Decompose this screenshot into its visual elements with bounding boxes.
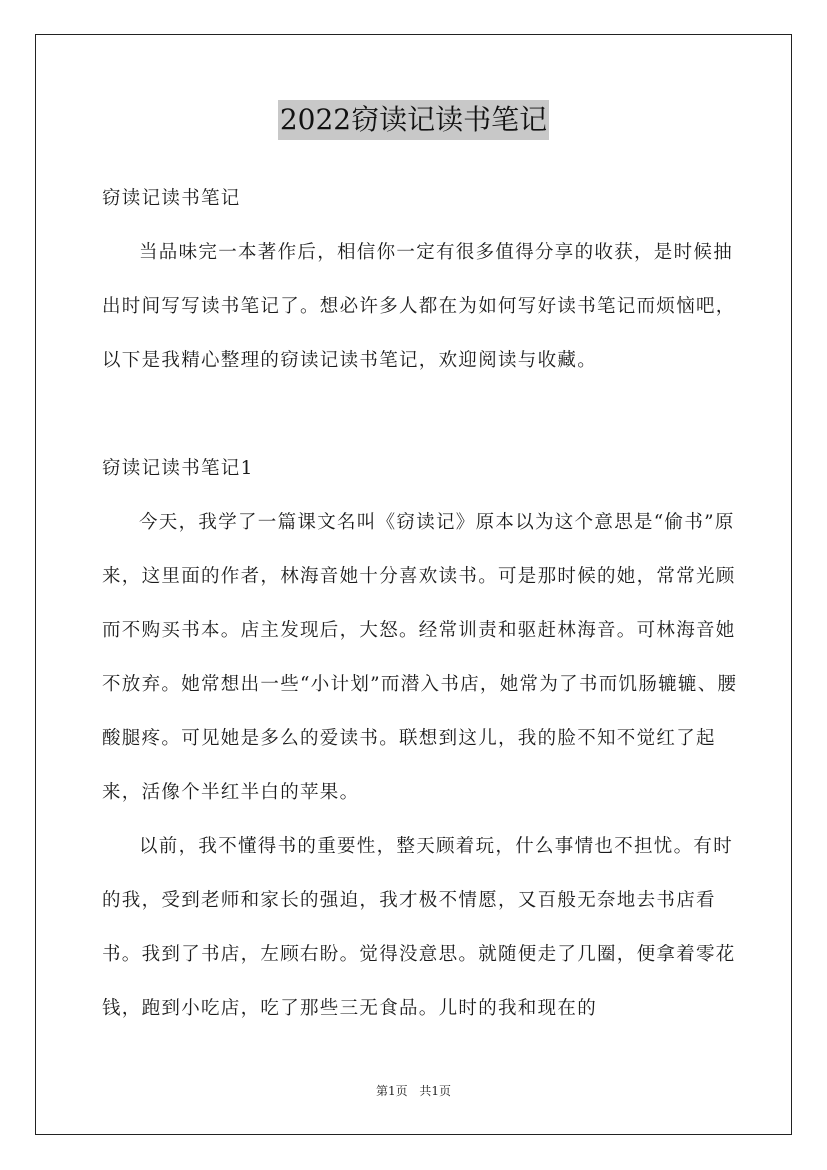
page-number-total: 共1页 [419, 1084, 452, 1098]
page-footer [0, 1082, 827, 1100]
intro-heading: 窃读记读书笔记 [102, 188, 241, 209]
title-container [0, 100, 827, 140]
section-spacer [102, 388, 744, 442]
page-number-current: 第1页 [375, 1084, 408, 1098]
document-body [102, 172, 744, 1036]
section1-paragraph-2: 以前，我不懂得书的重要性，整天顾着玩，什么事情也不担忧。有时的我，受到老师和家长的强迫，我才极不情愿，又百般无奈地去书店看书。我到了书店，左顾右盼。觉得没意思。就随便走了几圈，便拿着零花钱，跑到小吃店，吃了那些三无食品。儿时的我和现在的 [102, 836, 736, 1019]
section1-paragraph-1: 今天，我学了一篇课文名叫《窃读记》原本以为这个意思是“偷书”原来，这里面的作者，林海音她十分喜欢读书。可是那时候的她，常常光顾而不购买书本。店主发现后，大怒。经常训责和驱赶林海音。可林海音她不放弃。她常想出一些“小计划”而潜入书店，她常为了书而饥肠辘辘、腰酸腿疼。可见她是多么的爱读书。联想到这儿，我的脸不知不觉红了起来，活像个半红半白的苹果。 [102, 512, 738, 803]
intro-paragraph: 当品味完一本著作后，相信你一定有很多值得分享的收获，是时候抽出时间写写读书笔记了。想必许多人都在为如何写好读书笔记而烦恼吧，以下是我精心整理的窃读记读书笔记，欢迎阅读与收藏。 [102, 242, 736, 371]
section1-heading: 窃读记读书笔记1 [102, 458, 254, 479]
document-title: 2022窃读记读书笔记 [278, 100, 549, 140]
